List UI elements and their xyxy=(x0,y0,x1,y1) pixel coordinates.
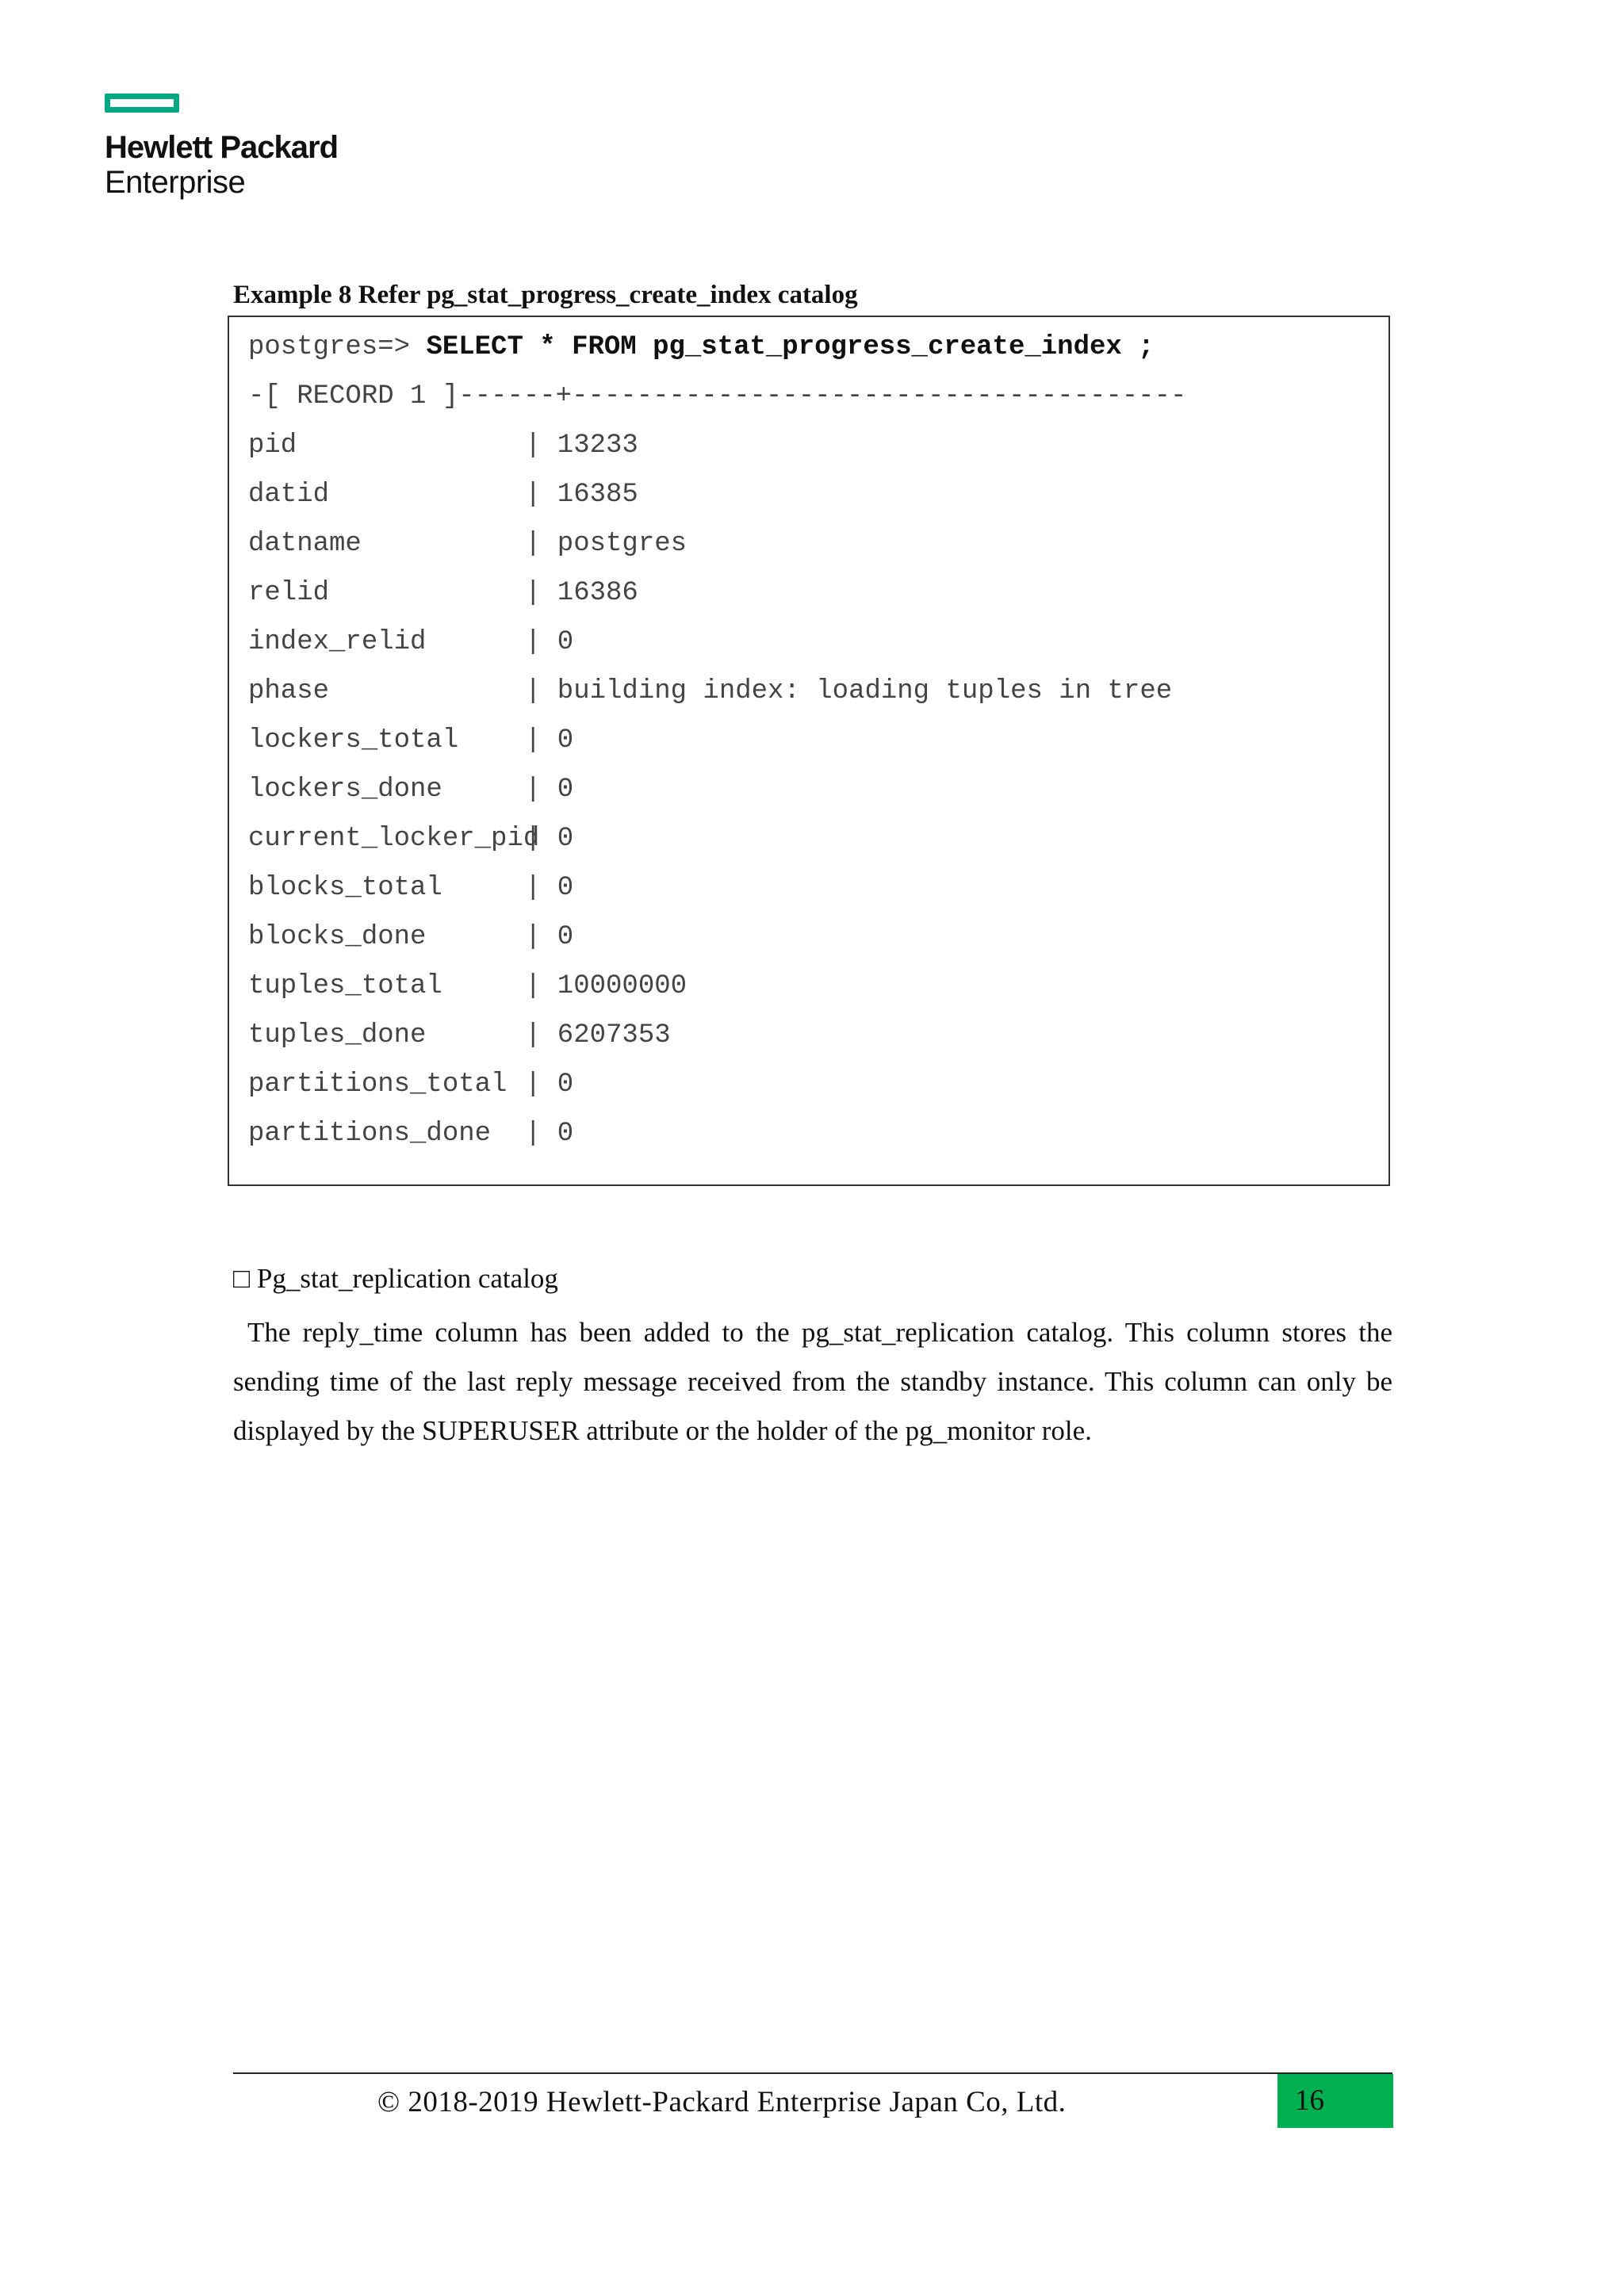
record-field-value: | 0 xyxy=(525,873,574,903)
record-field-value: | 10000000 xyxy=(525,971,688,1001)
record-field-value: | 0 xyxy=(525,627,574,657)
footer-divider xyxy=(233,2072,1392,2074)
record-field-value: | 0 xyxy=(525,1070,574,1100)
record-field-name: tuples_total xyxy=(248,971,442,1001)
record-field-name: partitions_total xyxy=(248,1070,508,1100)
record-field-name: lockers_total xyxy=(248,725,459,756)
page-number: 16 xyxy=(1277,2074,1393,2128)
record-field-value: | building index: loading tuples in tree xyxy=(525,676,1173,706)
record-field-name: current_locker_pid xyxy=(248,824,540,854)
sql-statement: SELECT * FROM pg_stat_progress_create_index ; xyxy=(426,332,1155,362)
record-field-name: index_relid xyxy=(248,627,427,657)
record-field-value: | 16385 xyxy=(525,480,638,510)
record-field-name: lockers_done xyxy=(248,775,442,805)
record-field-name: relid xyxy=(248,578,330,608)
record-field-name: partitions_done xyxy=(248,1119,492,1149)
sql-command-line xyxy=(248,331,1155,363)
record-field-name: datname xyxy=(248,529,362,559)
record-field-value: | 0 xyxy=(525,775,574,805)
code-block xyxy=(228,316,1390,1186)
section-paragraph: The reply_time column has been added to the pg_stat_replication catalog. This column stores the sending time of the last reply message received from the standby instance. This column can only be displayed by the SUPERUSER attribute or the holder of the pg_monitor role. xyxy=(233,1317,1392,1446)
hpe-logo-mark xyxy=(105,94,179,113)
record-field-value: | 13233 xyxy=(525,430,638,461)
record-field-value: | 16386 xyxy=(525,578,638,608)
record-field-name: datid xyxy=(248,480,330,510)
record-field-name: tuples_done xyxy=(248,1020,427,1050)
footer-copyright: © 2018-2019 Hewlett-Packard Enterprise Japan Co, Ltd. xyxy=(377,2086,1067,2118)
sql-prompt: postgres=> xyxy=(248,332,427,362)
record-field-value: | 0 xyxy=(525,1119,574,1149)
record-header: -[ RECORD 1 ]------+-------------------------------------- xyxy=(248,381,1187,411)
record-field-name: pid xyxy=(248,430,297,461)
record-field-value: | postgres xyxy=(525,529,688,559)
hpe-logo xyxy=(105,94,338,200)
logo-line-2: Enterprise xyxy=(105,165,246,200)
record-field-value: | 0 xyxy=(525,824,574,854)
example-caption: Example 8 Refer pg_stat_progress_create_index catalog xyxy=(233,281,858,309)
record-field-value: | 0 xyxy=(525,725,574,756)
record-field-name: blocks_done xyxy=(248,922,427,952)
record-field-value: | 6207353 xyxy=(525,1020,671,1050)
section-heading: □ Pg_stat_replication catalog xyxy=(233,1263,558,1294)
record-field-value: | 0 xyxy=(525,922,574,952)
record-field-name: blocks_total xyxy=(248,873,442,903)
record-field-name: phase xyxy=(248,676,330,706)
logo-line-1: Hewlett Packard xyxy=(105,130,339,165)
